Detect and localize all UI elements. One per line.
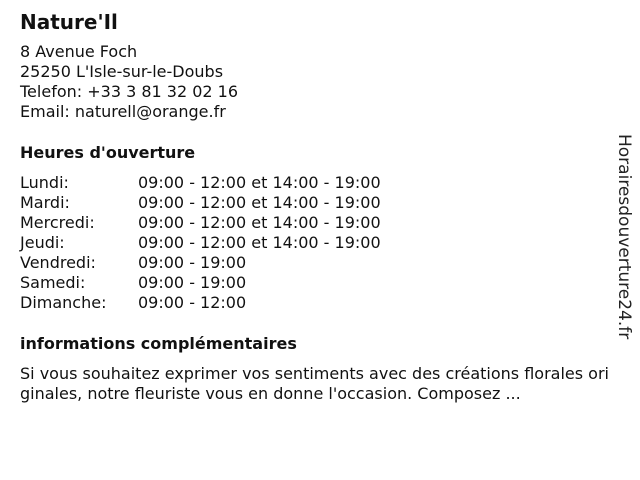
hours-row-wednesday	[20, 213, 610, 233]
day-label: Vendredi:	[20, 253, 96, 272]
time-range: 09:00 - 12:00 et 14:00 - 19:00	[138, 193, 381, 212]
time-range: 09:00 - 19:00	[138, 273, 247, 292]
address-line-1: 8 Avenue Foch	[20, 42, 138, 61]
time-range: 09:00 - 19:00	[138, 253, 247, 272]
day-label: Lundi:	[20, 173, 69, 192]
hours-row-saturday	[20, 273, 610, 293]
phone-number: Telefon: +33 3 81 32 02 16	[20, 82, 239, 101]
business-card	[20, 8, 610, 404]
site-watermark: Horairesdouverture24.fr	[614, 134, 634, 340]
additional-info-text: Si vous souhaitez exprimer vos sentiments avec des créations florales originales, notre fleuriste vous en donne l'occasion. Composez ...	[20, 364, 609, 403]
additional-info-heading: informations complémentaires	[20, 334, 297, 353]
hours-row-monday	[20, 173, 610, 193]
day-label: Mercredi:	[20, 213, 95, 232]
business-name: Nature'Il	[20, 10, 118, 34]
time-range: 09:00 - 12:00 et 14:00 - 19:00	[138, 213, 381, 232]
time-range: 09:00 - 12:00 et 14:00 - 19:00	[138, 233, 381, 252]
day-label: Mardi:	[20, 193, 70, 212]
opening-hours-list	[20, 173, 610, 313]
day-label: Jeudi:	[20, 233, 65, 252]
time-range: 09:00 - 12:00 et 14:00 - 19:00	[138, 173, 381, 192]
day-label: Dimanche:	[20, 293, 107, 312]
hours-row-tuesday	[20, 193, 610, 213]
day-label: Samedi:	[20, 273, 86, 292]
hours-row-sunday	[20, 293, 610, 313]
time-range: 09:00 - 12:00	[138, 293, 247, 312]
opening-hours-heading: Heures d'ouverture	[20, 143, 196, 162]
hours-row-thursday	[20, 233, 610, 253]
hours-row-friday	[20, 253, 610, 273]
email-address: Email: naturell@orange.fr	[20, 102, 226, 121]
address-line-2: 25250 L'Isle-sur-le-Doubs	[20, 62, 224, 81]
